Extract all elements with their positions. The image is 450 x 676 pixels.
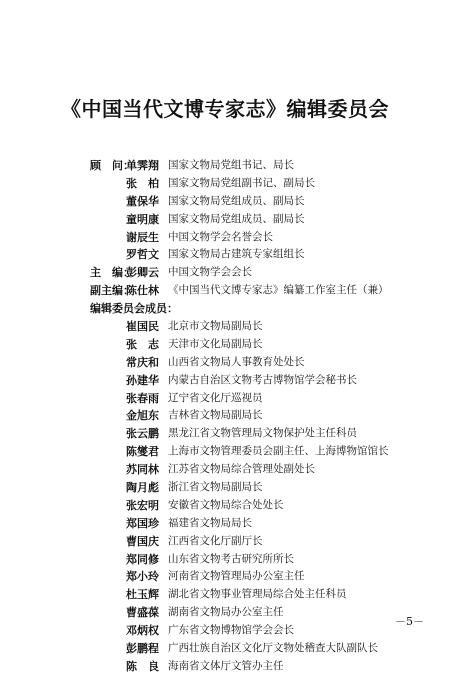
committee-member-row [0, 336, 450, 354]
member-position: 天津市文化局副局长 [168, 337, 263, 350]
member-position: 广西壮族自治区文化厅文物处稽查大队副队长 [168, 642, 378, 655]
advisor-row [0, 229, 450, 247]
advisor-row [0, 175, 450, 193]
member-position: 河南省文物管理局办公室主任 [168, 570, 305, 583]
chief-editor-row [0, 264, 450, 282]
member-name: 郑小玲 [126, 570, 159, 584]
committee-member-row [0, 497, 450, 515]
role-label-deputy-editor: 副主编： [90, 284, 134, 298]
committee-member-row [0, 372, 450, 390]
committee-member-row [0, 390, 450, 408]
member-position: 安徽省文物局综合处处长 [168, 498, 284, 511]
member-name: 张春雨 [126, 391, 159, 405]
committee-member-row [0, 551, 450, 569]
member-name: 孙建华 [126, 373, 159, 387]
member-position: 湖北省文物事业管理局综合处主任科员 [168, 588, 347, 601]
committee-member-row [0, 461, 450, 479]
member-position: 浙江省文物局副局长 [168, 481, 263, 494]
member-position: 国家文物局党组书记、局长 [168, 159, 294, 171]
member-name: 常庆和 [126, 355, 159, 369]
member-name: 杜玉辉 [126, 588, 159, 602]
member-position: 山西省文物局人事教育处处长 [168, 355, 305, 368]
member-name: 彭鹏程 [126, 642, 159, 656]
member-name: 张 柏 [126, 176, 159, 190]
member-name: 崔国民 [126, 320, 159, 334]
member-name: 陶月彪 [126, 481, 159, 495]
member-name: 苏同林 [126, 463, 159, 477]
page-number: －5－ [395, 615, 424, 628]
committee-heading-row [0, 300, 450, 318]
member-name: 曹盛葆 [126, 606, 159, 620]
member-name: 张云鹏 [126, 427, 159, 441]
member-position: 国家文物局古建筑专家组组长 [168, 248, 305, 261]
committee-member-row [0, 622, 450, 640]
member-position: 中国文物学会会长 [168, 266, 252, 279]
committee-member-row [0, 533, 450, 551]
member-position: 国家文物局党组成员、副局长 [168, 194, 305, 207]
committee-member-row [0, 479, 450, 497]
member-name: 谢辰生 [126, 230, 159, 244]
committee-member-row [0, 354, 450, 372]
committee-member-row [0, 604, 450, 622]
committee-member-row [0, 658, 450, 676]
role-label-chief-editor: 主 编： [90, 266, 134, 280]
role-label-committee: 编辑委员会成员： [90, 302, 178, 316]
member-position: 湖南省文物局办公室主任 [168, 606, 284, 619]
member-position: 内蒙古自治区文物考古博物馆学会秘书长 [168, 373, 357, 386]
member-name: 郑国珍 [126, 516, 159, 530]
member-position: 辽宁省文化厅巡视员 [168, 391, 263, 404]
member-position: 中国文物学会名誉会长 [168, 230, 273, 243]
committee-member-row [0, 640, 450, 658]
member-position: 北京市文物局副局长 [168, 320, 263, 333]
advisor-row [0, 246, 450, 264]
member-position: 广东省文物博物馆学会会长 [168, 624, 294, 637]
member-position: 《中国当代文博专家志》编纂工作室主任（兼） [168, 284, 389, 297]
advisor-row [0, 211, 450, 229]
member-name: 童明康 [126, 212, 159, 226]
member-name: 郑同修 [126, 552, 159, 566]
member-name: 董保华 [126, 194, 159, 208]
member-name: 曹国庆 [126, 534, 159, 548]
member-name: 陈 良 [126, 659, 159, 673]
committee-member-row [0, 318, 450, 336]
committee-member-row [0, 425, 450, 443]
member-name: 单霁翔 [126, 159, 159, 172]
member-name: 张 志 [126, 337, 159, 351]
committee-member-row [0, 568, 450, 586]
member-position: 吉林省文物局副局长 [168, 409, 263, 422]
member-name: 张宏明 [126, 498, 159, 512]
member-position: 山东省文物考古研究所所长 [168, 552, 294, 565]
committee-member-row [0, 443, 450, 461]
committee-list [0, 157, 450, 676]
member-name: 罗哲文 [126, 248, 159, 262]
committee-member-row [0, 586, 450, 604]
role-label-advisors: 顾 问： [90, 159, 134, 172]
member-position: 福建省文物局局长 [168, 516, 252, 529]
member-name: 金旭东 [126, 409, 159, 423]
member-name: 陈燮君 [126, 445, 159, 459]
deputy-editor-row [0, 282, 450, 300]
member-position: 黑龙江省文物管理局文物保护处主任科员 [168, 427, 357, 440]
member-position: 上海市文物管理委员会副主任、上海博物馆馆长 [168, 445, 389, 458]
member-position: 海南省文体厅文管办主任 [168, 659, 284, 672]
committee-member-row [0, 407, 450, 425]
advisor-row [0, 157, 450, 175]
page-title: 《中国当代文博专家志》编辑委员会 [61, 97, 389, 121]
member-position: 国家文物局党组成员、副局长 [168, 212, 305, 225]
member-name: 彭卿云 [126, 266, 159, 280]
member-position: 江苏省文物局综合管理处副处长 [168, 463, 315, 476]
member-name: 陈仕林 [126, 284, 159, 298]
committee-member-row [0, 515, 450, 533]
advisor-row [0, 193, 450, 211]
member-position: 江西省文化厅副厅长 [168, 534, 263, 547]
member-name: 邓炳权 [126, 624, 159, 638]
member-position: 国家文物局党组副书记、副局长 [168, 176, 315, 189]
